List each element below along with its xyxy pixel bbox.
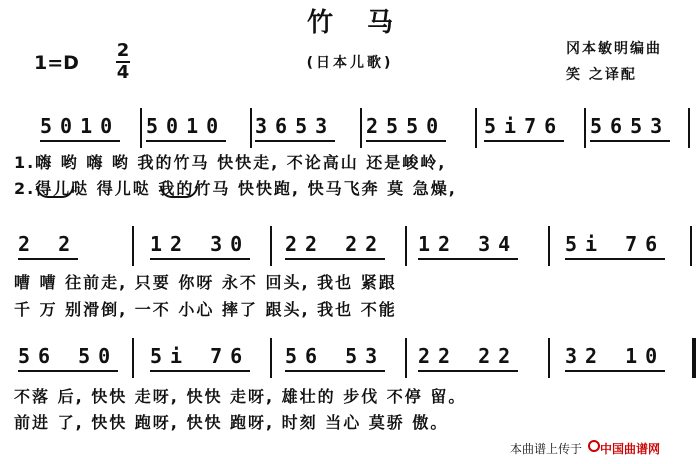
lyric-line: 千 万 别滑倒, 一不 小心 摔了 跟头, 我也 不能 <box>14 300 397 319</box>
slur-mark <box>160 186 198 198</box>
measure-notes: 5010 <box>146 114 227 138</box>
barline <box>270 226 272 266</box>
measure-notes: 22 22 <box>418 344 519 368</box>
song-title: 竹马 <box>306 8 427 38</box>
beam-underline <box>150 258 250 260</box>
beam-underline <box>18 258 78 260</box>
measure-notes: 56 53 <box>285 344 386 368</box>
composer-credit: 冈本敏明编曲 <box>566 41 662 57</box>
beam-underline <box>255 140 335 142</box>
beam-underline <box>285 258 385 260</box>
barline <box>548 226 550 266</box>
beam-underline <box>366 140 446 142</box>
measure-notes: 5010 <box>40 114 121 138</box>
key-signature: 1=D <box>34 52 79 74</box>
barline <box>405 226 407 266</box>
barline <box>132 338 134 378</box>
measure-notes: 3653 <box>255 114 336 138</box>
measure-notes: 2550 <box>366 114 447 138</box>
measure-notes: 12 30 <box>150 232 251 256</box>
beam-underline <box>418 258 518 260</box>
time-signature-top: 2 <box>116 40 130 61</box>
measure-notes: 12 34 <box>418 232 519 256</box>
song-subtitle: (日本儿歌) <box>306 55 394 71</box>
slur-mark <box>36 186 74 198</box>
lyric-line: 嘈 嘈 往前走, 只要 你呀 永不 回头, 我也 紧跟 <box>14 273 397 292</box>
beam-underline <box>146 140 226 142</box>
barline <box>548 338 550 378</box>
beam-underline <box>565 370 665 372</box>
barline <box>132 226 134 266</box>
watermark-site: 中国曲谱网 <box>600 442 661 456</box>
barline <box>475 108 477 148</box>
barline <box>688 108 690 148</box>
lyric-line: 前进 了, 快快 跑呀, 快快 跑呀, 时刻 当心 莫骄 傲。 <box>14 413 449 432</box>
beam-underline <box>40 140 120 142</box>
beam-underline <box>18 370 118 372</box>
measure-notes: 5653 <box>590 114 671 138</box>
lyric-line: 2.得儿哒 得儿哒 我的竹马 快快跑, 快马飞奔 莫 急燥, <box>14 179 457 198</box>
beam-underline <box>285 370 385 372</box>
beam-underline <box>565 258 665 260</box>
lyric-line: 不落 后, 快快 走呀, 快快 走呀, 雄壮的 步伐 不停 留。 <box>14 387 467 406</box>
watermark-logo-icon <box>588 440 600 452</box>
measure-notes: 5i 76 <box>565 232 666 256</box>
lyric-line: 1.嗨 哟 嗨 哟 我的竹马 快快走, 不论高山 还是峻岭, <box>14 153 447 172</box>
beam-underline <box>150 370 250 372</box>
measure-notes: 5i 76 <box>150 344 251 368</box>
translator-credit: 笑 之译配 <box>566 67 637 83</box>
beam-underline <box>484 140 564 142</box>
measure-notes: 56 50 <box>18 344 119 368</box>
beam-underline <box>418 370 518 372</box>
barline <box>405 338 407 378</box>
time-signature-bottom: 4 <box>116 62 130 83</box>
final-barline <box>692 338 696 378</box>
barline <box>690 226 692 266</box>
barline <box>584 108 586 148</box>
measure-notes: 5i76 <box>484 114 565 138</box>
barline <box>270 338 272 378</box>
barline <box>360 108 362 148</box>
barline <box>140 108 142 148</box>
time-signature <box>116 42 130 82</box>
barline <box>250 108 252 148</box>
beam-underline <box>590 140 670 142</box>
measure-notes: 2 2 <box>18 232 79 256</box>
measure-notes: 22 22 <box>285 232 386 256</box>
measure-notes: 32 10 <box>565 344 666 368</box>
watermark-text: 本曲谱上传于 <box>510 442 583 456</box>
